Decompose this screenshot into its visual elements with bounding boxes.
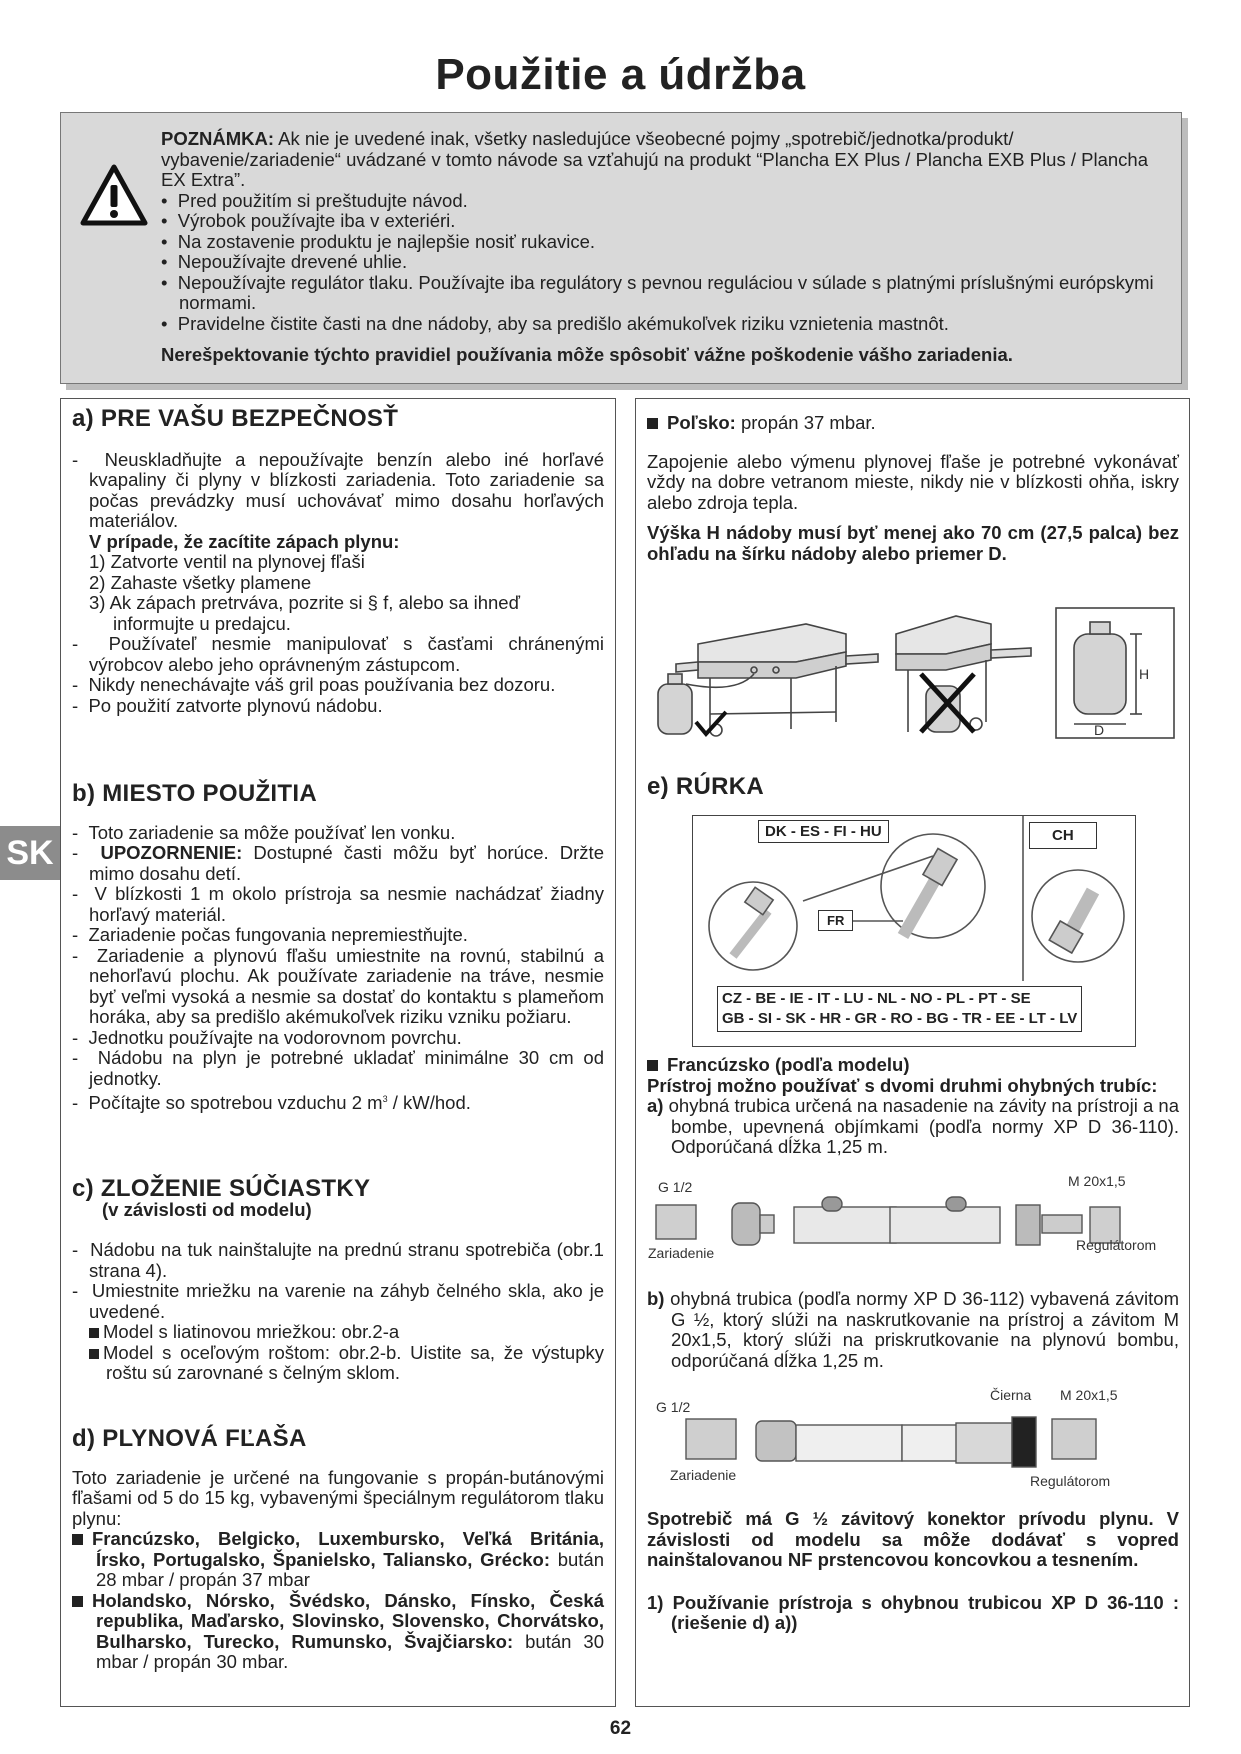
black-label: Čierna	[990, 1387, 1032, 1403]
list-item: Model s liatinovou mriežkou: obr.2-a	[89, 1322, 604, 1343]
tag-dk-es-fi-hu: DK - ES - FI - HU	[758, 820, 889, 843]
list-item: - UPOZORNENIE: Dostupné časti môžu byť horúce. Držte mimo dosahu detí.	[72, 842, 604, 884]
note-list	[161, 191, 1161, 335]
list-item: - Jednotku používajte na vodorovnom povrchu.	[72, 1026, 462, 1048]
list-item: - Zariadenie a plynovú fľašu umiestnite na rovnú, stabilnú a nehorľavú plochu. Ak používate zariadenie na tráve, nesmie byť veľmi vysoká a nesmie sa dostať do kontaktu s plameňom horáka, aby sa predišlo akémukoľvek riziku vzniku požiaru.	[72, 944, 604, 1027]
model-list	[72, 1322, 604, 1384]
section-b-list	[72, 823, 604, 1114]
height-rule: Výška H nádoby musí byť menej ako 70 cm (27,5 palca) bez ohľadu na šírku nádoby alebo priemer D.	[647, 522, 1179, 564]
hose-b-text: b) ohybná trubica (podľa normy XP D 36-112) vybavená závitom G ½, ktorý slúži na naskrutkovanie na prístroj a závitom M 20x1,5, ktorý slúži na priskrutkovanie na plynovú bombu, odporúčaná dĺžka 1,25 m.	[647, 1288, 1179, 1371]
list-item: • Nepoužívajte drevené uhlie.	[161, 251, 408, 272]
warning-triangle-icon	[79, 163, 149, 232]
g-label: G 1/2	[658, 1179, 693, 1195]
section-a-title: a) PRE VAŠU BEZPEČNOSŤ	[72, 405, 399, 432]
section-a-list	[72, 450, 604, 532]
list-item: Holandsko, Nórsko, Švédsko, Dánsko, Fínsko, Česká republika, Maďarsko, Slovinsko, Slovensko, Chorvátsko, Bulharsko, Turecko, Rumunsko, Švajčiarsko: bután 30 mbar / propán 30 mbar.	[72, 1591, 604, 1673]
list-item: - V blízkosti 1 m okolo prístroja sa nesmie nachádzať žiadny horľavý materiál.	[72, 883, 604, 925]
step-item: 3) Ak zápach pretrváva, pozrite si § f, alebo sa ihneď informujte u predajcu.	[89, 592, 520, 634]
gas-heading: V prípade, že zacítite zápach plynu:	[89, 530, 400, 552]
note-box	[60, 112, 1182, 384]
usage-heading: 1) Používanie prístroja s ohybnou trubicou XP D 36-110 : (riešenie d) a))	[647, 1591, 1179, 1633]
step-item: 2) Zahaste všetky plamene	[89, 571, 312, 593]
countries-box	[717, 986, 1082, 1032]
france-heading: Francúzsko (podľa modelu)	[647, 1055, 1179, 1076]
bottle-figure	[646, 604, 1178, 744]
connector-diagram	[692, 815, 1136, 1047]
list-item: - Neuskladňujte a nepoužívajte benzín alebo iné horľavé kvapaliny či plyny v blízkosti zariadenia. Toto zariadenie sa počas prevádzky musí uchovávať mimo dosahu horľavých materiálov.	[72, 448, 604, 531]
list-item: - Nikdy nenechávajte váš gril poas používania bez dozoru.	[72, 674, 556, 695]
page-number: 62	[609, 1718, 632, 1739]
list-item: Model s oceľovým roštom: obr.2-b. Uistite sa, že výstupky roštu sú zarovnané s čelným sklom.	[89, 1343, 604, 1384]
list-item: • Výrobok používajte iba v exteriéri.	[161, 210, 456, 231]
list-item: Francúzsko, Belgicko, Luxembursko, Veľká Británia, Írsko, Portugalsko, Španielsko, Taliansko, Grécko: bután 28 mbar / propán 37 mbar	[72, 1529, 604, 1591]
list-item: - Umiestnite mriežku na varenie na záhyb čelného skla, ako je uvedené.	[72, 1280, 604, 1322]
list-item: - Zariadenie počas fungovania nepremiestňujte.	[72, 924, 468, 945]
m-label: M 20x1,5	[1068, 1173, 1126, 1189]
hose-a-illustration	[646, 1173, 1178, 1261]
dimension-h-label: H	[1139, 666, 1150, 682]
list-item: - Po použití zatvorte plynovú nádobu.	[72, 694, 383, 716]
section-e-title: e) RÚRKA	[647, 773, 765, 800]
connector-note: Spotrebič má G ½ závitový konektor prívodu plynu. V závislosti od modelu sa môže dodávať s vopred nainštalovanou NF prstencovou koncovkou a tesnením.	[647, 1508, 1179, 1570]
list-item: - Nádobu na tuk nainštalujte na prednú stranu spotrebiča (obr.1 strana 4).	[72, 1239, 604, 1281]
tag-fr: FR	[818, 910, 853, 931]
language-tab: SK	[0, 826, 60, 880]
note-intro: Ak nie je uvedené inak, všetky nasledujúce všeobecné pojmy „spotrebič/jednotka/produkt/ vybavenie/zariadenie“ uvádzané v tomto návode sa vzťahujú na produkt “Plancha EX Plus / Plancha EXB Plus / Plancha EX Extra”.	[161, 128, 1148, 190]
countries-line-2: GB - SI - SK - HR - GR - RO - BG - TR - EE - LT - LV	[722, 1010, 1078, 1027]
note-text	[161, 129, 1161, 366]
section-d-intro: Toto zariadenie je určené na fungovanie s propán-butánovými fľašami od 5 do 15 kg, vybavenými špeciálnym regulátorom tlaku plynu:	[72, 1466, 604, 1529]
list-item: - Nádobu na plyn je potrebné ukladať minimálne 30 cm od jednotky.	[72, 1047, 604, 1089]
bottle-dimension-illustration	[1056, 608, 1174, 738]
france-subheading: Prístroj možno používať s dvomi druhmi ohybných trubíc:	[647, 1074, 1158, 1096]
note-warning: Nerešpektovanie týchto pravidiel používania môže spôsobiť vážne poškodenie vášho zariadenia.	[161, 344, 1013, 365]
grill-incorrect-illustration	[896, 616, 1031, 732]
list-item: - Používateľ nesmie manipulovať s časťami chránenými výrobcov alebo jeho oprávneným zástupcom.	[72, 633, 604, 675]
section-d-title: d) PLYNOVÁ FĽAŠA	[72, 1425, 307, 1452]
regulator-label: Regulátorom	[1030, 1473, 1111, 1489]
hose-b-illustration	[646, 1389, 1178, 1499]
device-label: Zariadenie	[648, 1245, 715, 1261]
gas-steps	[72, 532, 604, 635]
list-item: • Pravidelne čistite časti na dne nádoby, aby sa predišlo akémukoľvek riziku vznietenia mastnôt.	[161, 312, 949, 334]
grill-correct-illustration	[658, 624, 878, 736]
section-c-list	[72, 1240, 604, 1322]
section-c-subtitle: (v závislosti od modelu)	[102, 1198, 312, 1220]
list-item: - Toto zariadenie sa môže používať len vonku.	[72, 821, 456, 843]
list-item: • Nepoužívajte regulátor tlaku. Používajte iba regulátory s pevnou reguláciou v súlade s platnými príslušnými európskymi normami.	[161, 271, 1154, 313]
tag-ch: CH	[1029, 822, 1097, 849]
step-item: 1) Zatvorte ventil na plynovej fľaši	[89, 551, 365, 572]
page-title: Použitie a údržba	[435, 50, 806, 99]
left-column	[60, 398, 616, 1707]
section-b-title: b) MIESTO POUŽITIA	[72, 780, 317, 807]
list-item: • Na zostavenie produktu je najlepšie nosiť rukavice.	[161, 230, 596, 252]
regulator-label: Regulátorom	[1076, 1237, 1157, 1253]
countries-line-1: CZ - BE - IE - IT - LU - NL - NO - PL - PT - SE	[722, 990, 1031, 1007]
m-label: M 20x1,5	[1060, 1387, 1118, 1403]
right-column	[635, 398, 1190, 1707]
poland-line: Poľsko: propán 37 mbar.	[647, 413, 1179, 434]
dimension-d-label: D	[1094, 722, 1105, 738]
hose-a-text: a) ohybná trubica určená na nasadenie na závity na prístroji a na bombe, upevnená objímkami (podľa normy XP D 36-110). Odporúčaná dĺžka 1,25 m.	[647, 1095, 1179, 1157]
note-label: POZNÁMKA:	[161, 128, 275, 149]
device-label: Zariadenie	[670, 1467, 737, 1483]
list-item: - Počítajte so spotrebou vzduchu 2 $m^3 / kW/hod$.	[72, 1092, 471, 1114]
section-c-title: c) ZLOŽENIE SÚČIASTKY	[72, 1175, 371, 1202]
section-a-list-2	[72, 634, 604, 716]
g-label: G 1/2	[656, 1399, 691, 1415]
connection-text: Zapojenie alebo výmenu plynovej fľaše je potrebné vykonávať vždy na dobre vetranom mieste, nikdy nie v blízkosti ohňa, iskry alebo zdroja tepla.	[647, 450, 1179, 513]
country-list	[72, 1529, 604, 1673]
list-item: • Pred použitím si preštudujte návod.	[161, 189, 468, 211]
